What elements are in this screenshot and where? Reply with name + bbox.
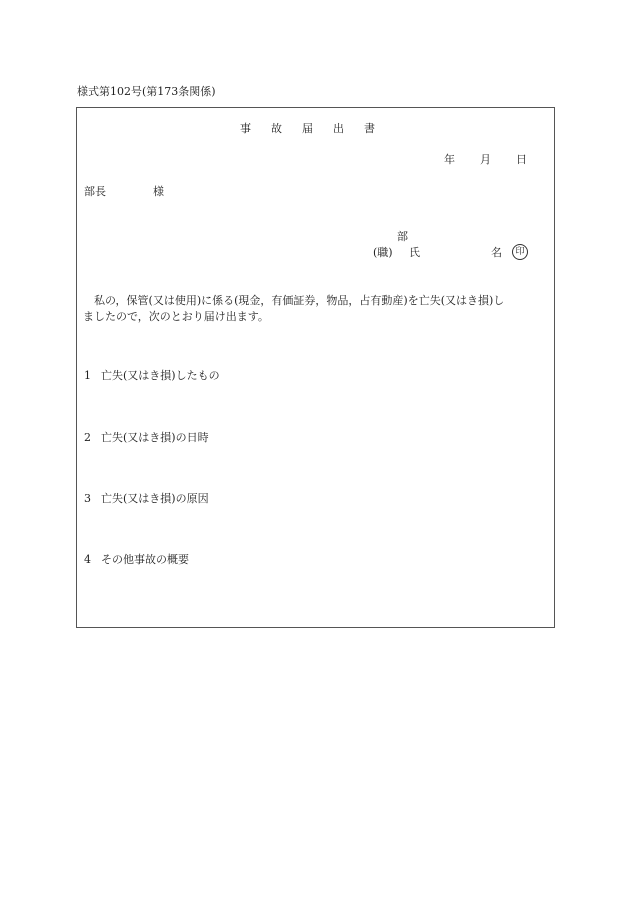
item-date-time: [84, 431, 209, 445]
date-day-label: 日: [516, 153, 527, 166]
item-number: 2: [84, 431, 91, 444]
item-number: 3: [84, 492, 91, 505]
body-text: [83, 293, 550, 325]
item-number: 1: [84, 369, 91, 382]
title-char: 届: [302, 122, 313, 135]
addressee-department-label: 部長: [84, 185, 106, 198]
title-char: 事: [240, 122, 251, 135]
item-cause: [84, 492, 209, 506]
form-box: [76, 107, 555, 628]
addressee-honorific: 様: [153, 185, 164, 198]
item-label: 亡失(又はき損)の原因: [101, 492, 209, 505]
item-lost-object: [84, 369, 220, 383]
date-year-label: 年: [444, 153, 455, 166]
document-title: [240, 122, 375, 136]
title-char: 出: [333, 122, 344, 135]
signer-name-label-1: 氏: [409, 246, 420, 259]
item-label: 亡失(又はき損)したもの: [101, 369, 220, 382]
date-month-label: 月: [480, 153, 491, 166]
title-char: 故: [271, 122, 282, 135]
signer-department-label: 部: [397, 230, 408, 243]
signer-title-label: (職): [373, 246, 393, 259]
seal-mark: 印: [512, 244, 528, 260]
body-line: ましたので，次のとおり届け出ます。: [83, 310, 269, 323]
signer-name-label-2: 名: [491, 246, 502, 259]
item-label: その他事故の概要: [101, 553, 189, 566]
form-header: 様式第102号(第173条関係): [77, 85, 216, 98]
item-summary: [84, 553, 189, 567]
item-number: 4: [84, 553, 91, 566]
item-label: 亡失(又はき損)の日時: [101, 431, 209, 444]
title-char: 書: [364, 122, 375, 135]
body-line: 私の，保管(又は使用)に係る(現金，有価証券，物品，占有動産)を亡失(又はき損)し: [83, 294, 505, 307]
